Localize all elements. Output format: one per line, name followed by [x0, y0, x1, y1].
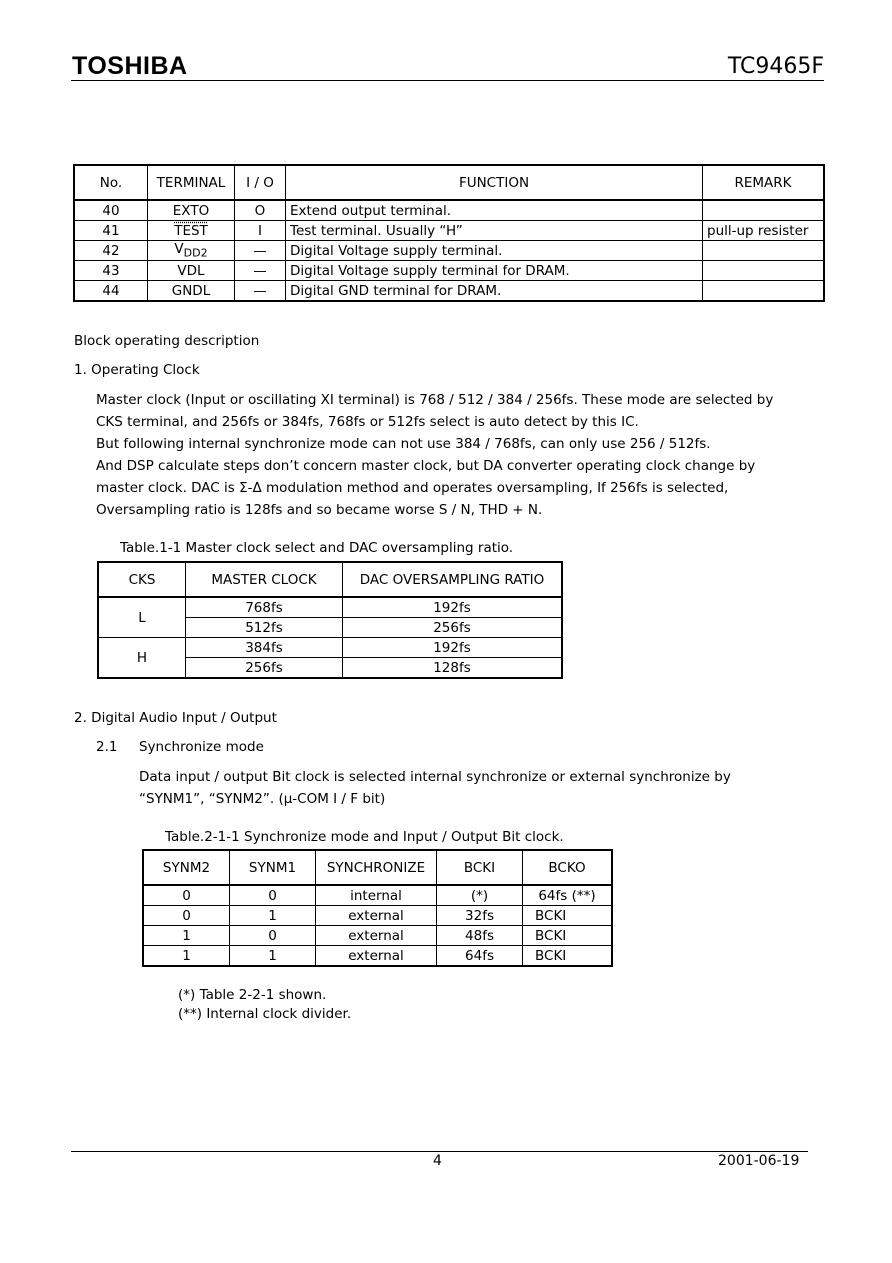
- brand-logo: TOSHIBA: [72, 52, 188, 80]
- header-rule: [71, 80, 824, 81]
- pin-io: —: [235, 241, 286, 261]
- table2-bcki: 48fs: [437, 926, 523, 946]
- section1-line: Master clock (Input or oscillating XI terminal) is 768 / 512 / 384 / 256fs. These mode are selected by: [96, 392, 774, 408]
- section2-line: Data input / output Bit clock is selected internal synchronize or external synchronize by: [139, 769, 731, 785]
- notes: [178, 986, 351, 1024]
- pin-header-remark: REMARK: [703, 165, 825, 200]
- table1-ratio: 192fs: [343, 597, 563, 618]
- table2-sync: external: [316, 926, 437, 946]
- pin-io: I: [235, 221, 286, 241]
- table2-header-bcko: BCKO: [523, 850, 613, 885]
- table2-bcki: 32fs: [437, 906, 523, 926]
- table-row: [143, 946, 612, 967]
- table1-ratio: 128fs: [343, 658, 563, 679]
- pin-no: 41: [74, 221, 148, 241]
- table2-synm1: 0: [230, 885, 316, 906]
- pin-terminal-subscript: DD2: [183, 246, 208, 260]
- section1-line: Oversampling ratio is 128fs and so became worse S / N, THD + N.: [96, 502, 543, 518]
- table2-bcko: 64fs (**): [523, 885, 613, 906]
- table1-ratio: 256fs: [343, 618, 563, 638]
- table-row: [143, 885, 612, 906]
- section2-heading: 2. Digital Audio Input / Output: [74, 710, 277, 726]
- section2-paragraph: [139, 766, 731, 810]
- master-clock-table: [97, 561, 563, 679]
- table2-bcki: (*): [437, 885, 523, 906]
- part-number: TC9465F: [727, 54, 824, 79]
- table1-clock: 256fs: [186, 658, 343, 679]
- table-row: [74, 241, 824, 261]
- table1-header-master-clock: MASTER CLOCK: [186, 562, 343, 597]
- pin-header-terminal: TERMINAL: [148, 165, 235, 200]
- table1-clock: 384fs: [186, 638, 343, 658]
- pin-terminal: EXTO: [148, 200, 235, 221]
- table2-synm2: 1: [143, 946, 230, 967]
- pin-function: Digital Voltage supply terminal for DRAM.: [286, 261, 703, 281]
- pin-function: Digital Voltage supply terminal.: [286, 241, 703, 261]
- pin-function: Extend output terminal.: [286, 200, 703, 221]
- pin-no: 40: [74, 200, 148, 221]
- pin-io: —: [235, 261, 286, 281]
- note-item: (**) Internal clock divider.: [178, 1006, 352, 1022]
- note-item: (*) Table 2-2-1 shown.: [178, 987, 327, 1003]
- table-row: [74, 221, 824, 241]
- table2-synm2: 0: [143, 906, 230, 926]
- table-row: [143, 926, 612, 946]
- table2-header-synm1: SYNM1: [230, 850, 316, 885]
- section2-sub-number: 2.1: [96, 739, 118, 755]
- table2-caption: Table.2-1-1 Synchronize mode and Input / Output Bit clock.: [165, 829, 564, 845]
- table2-header-synchronize: SYNCHRONIZE: [316, 850, 437, 885]
- table1-clock: 768fs: [186, 597, 343, 618]
- page-number: 4: [433, 1153, 442, 1169]
- section1-paragraph: [96, 389, 773, 521]
- section2-line: “SYNM1”, “SYNM2”. (μ-COM I / F bit): [139, 791, 386, 807]
- table2-sync: internal: [316, 885, 437, 906]
- synchronize-mode-table: [142, 849, 613, 967]
- section1-line: CKS terminal, and 256fs or 384fs, 768fs or 512fs select is auto detect by this IC.: [96, 414, 639, 430]
- table2-header-bcki: BCKI: [437, 850, 523, 885]
- pin-terminal: GNDL: [148, 281, 235, 302]
- pin-io: —: [235, 281, 286, 302]
- table-row: [98, 638, 562, 658]
- section2-sub-title: Synchronize mode: [139, 739, 264, 755]
- pin-remark: [703, 281, 825, 302]
- pin-table: [73, 164, 825, 302]
- document-date: 2001-06-19: [718, 1153, 800, 1169]
- pin-remark: [703, 241, 825, 261]
- pin-header-no: No.: [74, 165, 148, 200]
- section1-line: master clock. DAC is Σ-Δ modulation method and operates oversampling, If 256fs is selected,: [96, 480, 729, 496]
- table1-cks: L: [98, 597, 186, 638]
- pin-terminal: VDL: [148, 261, 235, 281]
- table-row: [98, 597, 562, 618]
- table2-bcko: BCKI: [523, 946, 613, 967]
- pin-remark: [703, 200, 825, 221]
- table2-bcki: 64fs: [437, 946, 523, 967]
- pin-function: Digital GND terminal for DRAM.: [286, 281, 703, 302]
- table2-synm2: 0: [143, 885, 230, 906]
- pin-function: Test terminal. Usually “H”: [286, 221, 703, 241]
- table2-synm1: 1: [230, 906, 316, 926]
- table2-synm1: 0: [230, 926, 316, 946]
- table2-synm1: 1: [230, 946, 316, 967]
- section1-heading: 1. Operating Clock: [74, 362, 200, 378]
- pin-header-function: FUNCTION: [286, 165, 703, 200]
- pin-no: 44: [74, 281, 148, 302]
- table1-clock: 512fs: [186, 618, 343, 638]
- table1-header-ratio: DAC OVERSAMPLING RATIO: [343, 562, 563, 597]
- pin-no: 43: [74, 261, 148, 281]
- table2-bcko: BCKI: [523, 926, 613, 946]
- table-row: [74, 281, 824, 302]
- table1-cks: H: [98, 638, 186, 679]
- table2-sync: external: [316, 946, 437, 967]
- table2-synm2: 1: [143, 926, 230, 946]
- section1-line: And DSP calculate steps don’t concern master clock, but DA converter operating clock change by: [96, 458, 756, 474]
- block-title: Block operating description: [74, 333, 260, 349]
- pin-terminal: V: [174, 241, 184, 258]
- table2-bcko: BCKI: [523, 906, 613, 926]
- footer-rule: [71, 1151, 808, 1152]
- pin-header-io: I / O: [235, 165, 286, 200]
- table2-header-synm2: SYNM2: [143, 850, 230, 885]
- table-row: [74, 261, 824, 281]
- pin-terminal: TEST: [174, 222, 208, 239]
- pin-remark: [703, 261, 825, 281]
- table1-ratio: 192fs: [343, 638, 563, 658]
- table2-sync: external: [316, 906, 437, 926]
- pin-no: 42: [74, 241, 148, 261]
- pin-io: O: [235, 200, 286, 221]
- table-row: [74, 200, 824, 221]
- pin-remark: pull-up resister: [703, 221, 825, 241]
- table1-header-cks: CKS: [98, 562, 186, 597]
- table-row: [143, 906, 612, 926]
- section1-line: But following internal synchronize mode can not use 384 / 768fs, can only use 256 / 512fs.: [96, 436, 711, 452]
- table1-caption: Table.1-1 Master clock select and DAC oversampling ratio.: [120, 540, 514, 556]
